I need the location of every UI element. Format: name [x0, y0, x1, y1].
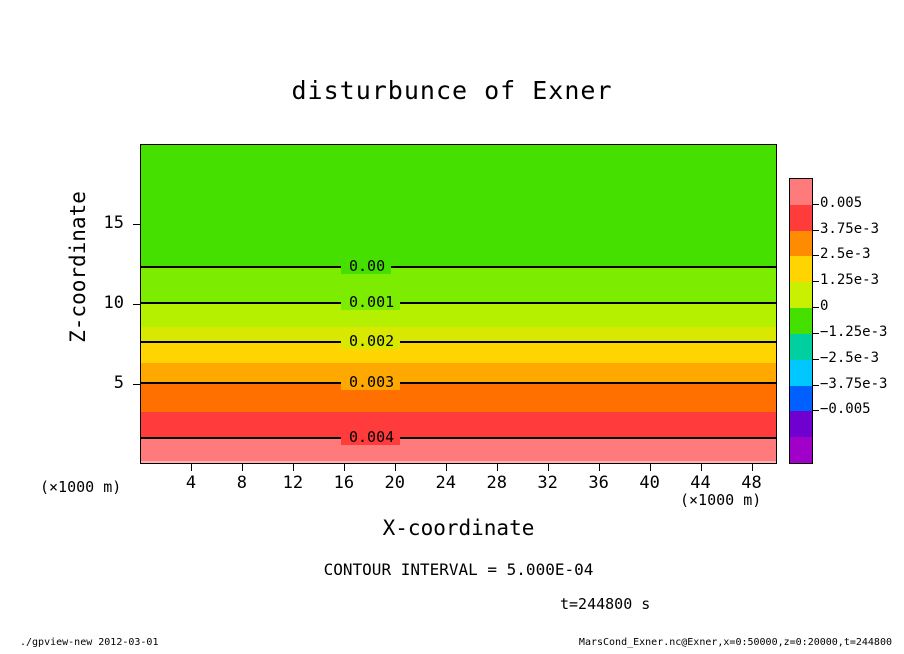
- colorbar-tick-mark: [813, 385, 819, 386]
- contour-label: 0.003: [349, 373, 395, 392]
- x-tick-mark: [344, 464, 345, 471]
- contour-band: [141, 342, 776, 363]
- contour-band: [141, 267, 776, 304]
- x-tick-mark: [191, 464, 192, 471]
- x-tick-mark: [497, 464, 498, 471]
- x-tick-mark: [650, 464, 651, 471]
- x-tick-label: 48: [741, 473, 762, 493]
- contour-line: [141, 266, 776, 268]
- colorbar-tick-label: −2.5e-3: [820, 349, 880, 366]
- contour-band: [141, 363, 776, 384]
- x-tick-mark: [599, 464, 600, 471]
- contour-band: [141, 461, 776, 464]
- colorbar-tick-label: −0.005: [820, 401, 871, 418]
- contour-plot-area: [140, 144, 777, 464]
- chart-title: disturbunce of Exner: [291, 76, 613, 105]
- y-tick-mark: [133, 384, 140, 385]
- colorbar-tick-mark: [813, 333, 819, 334]
- x-tick-label: 36: [588, 473, 609, 493]
- contour-band: [141, 438, 776, 461]
- contour-band: [141, 145, 776, 267]
- colorbar-segment: [790, 282, 812, 308]
- contour-band: [141, 327, 776, 341]
- x-tick-label: 28: [486, 473, 507, 493]
- y-tick-label: 10: [103, 293, 124, 313]
- colorbar-tick-mark: [813, 281, 819, 282]
- x-tick-label: 44: [690, 473, 711, 493]
- x-tick-label: 20: [384, 473, 406, 493]
- contour-line: [141, 302, 776, 304]
- x-axis-unit-left: (×1000 m): [40, 478, 122, 496]
- footer-left: ./gpview-new 2012-03-01: [20, 637, 159, 648]
- x-tick-label: 40: [639, 473, 660, 493]
- y-tick-mark: [133, 224, 140, 225]
- contour-line: [141, 437, 776, 439]
- y-tick-label: 15: [103, 213, 124, 233]
- colorbar-segment: [790, 411, 812, 437]
- contour-label: 0.002: [349, 331, 395, 350]
- colorbar-tick-mark: [813, 359, 819, 360]
- colorbar-tick-mark: [813, 410, 819, 411]
- x-tick-mark: [293, 464, 294, 471]
- contour-band: [141, 383, 776, 412]
- colorbar-tick-label: 1.25e-3: [820, 272, 880, 289]
- colorbar-segment: [790, 334, 812, 360]
- x-axis-title: X-coordinate: [382, 516, 535, 540]
- colorbar-segment: [790, 308, 812, 334]
- x-tick-mark: [752, 464, 753, 471]
- x-tick-label: 4: [185, 473, 197, 493]
- colorbar-tick-mark: [813, 204, 819, 205]
- colorbar-tick-label: 0: [820, 298, 829, 315]
- contour-label: 0.001: [349, 293, 395, 312]
- contour-label: 0.00: [349, 256, 386, 275]
- x-axis-unit-right: (×1000 m): [680, 491, 762, 509]
- colorbar-segment: [790, 386, 812, 412]
- contour-line: [141, 382, 776, 384]
- x-tick-label: 16: [333, 473, 355, 493]
- colorbar-tick-mark: [813, 307, 819, 308]
- contour-line: [141, 341, 776, 343]
- timestamp-label: t=244800 s: [560, 595, 651, 613]
- contour-label: 0.004: [349, 427, 395, 446]
- colorbar-segment: [790, 256, 812, 282]
- x-tick-mark: [242, 464, 243, 471]
- x-tick-mark: [395, 464, 396, 471]
- colorbar: [789, 178, 813, 464]
- colorbar-tick-label: 0.005: [820, 194, 863, 211]
- colorbar-segment: [790, 205, 812, 231]
- x-tick-label: 8: [236, 473, 248, 493]
- x-tick-label: 24: [435, 473, 456, 493]
- colorbar-tick-label: 3.75e-3: [820, 220, 880, 237]
- colorbar-tick-label: 2.5e-3: [820, 246, 871, 263]
- colorbar-tick-label: −1.25e-3: [820, 323, 888, 340]
- colorbar-tick-mark: [813, 255, 819, 256]
- contour-interval-caption: CONTOUR INTERVAL = 5.000E-04: [323, 560, 594, 579]
- x-tick-mark: [548, 464, 549, 471]
- contour-band: [141, 412, 776, 438]
- footer-right: MarsCond_Exner.nc@Exner,x=0:50000,z=0:20000,t=244800: [578, 637, 892, 648]
- x-tick-mark: [446, 464, 447, 471]
- colorbar-segment: [790, 179, 812, 205]
- colorbar-segment: [790, 231, 812, 257]
- y-tick-label: 5: [113, 373, 124, 393]
- contour-band: [141, 303, 776, 327]
- x-tick-mark: [701, 464, 702, 471]
- y-tick-mark: [133, 304, 140, 305]
- y-axis-title: Z-coordinate: [66, 191, 90, 343]
- x-tick-label: 12: [282, 473, 304, 493]
- colorbar-tick-label: −3.75e-3: [820, 375, 888, 392]
- colorbar-segment: [790, 437, 812, 463]
- colorbar-segment: [790, 360, 812, 386]
- x-tick-label: 32: [537, 473, 558, 493]
- colorbar-tick-mark: [813, 230, 819, 231]
